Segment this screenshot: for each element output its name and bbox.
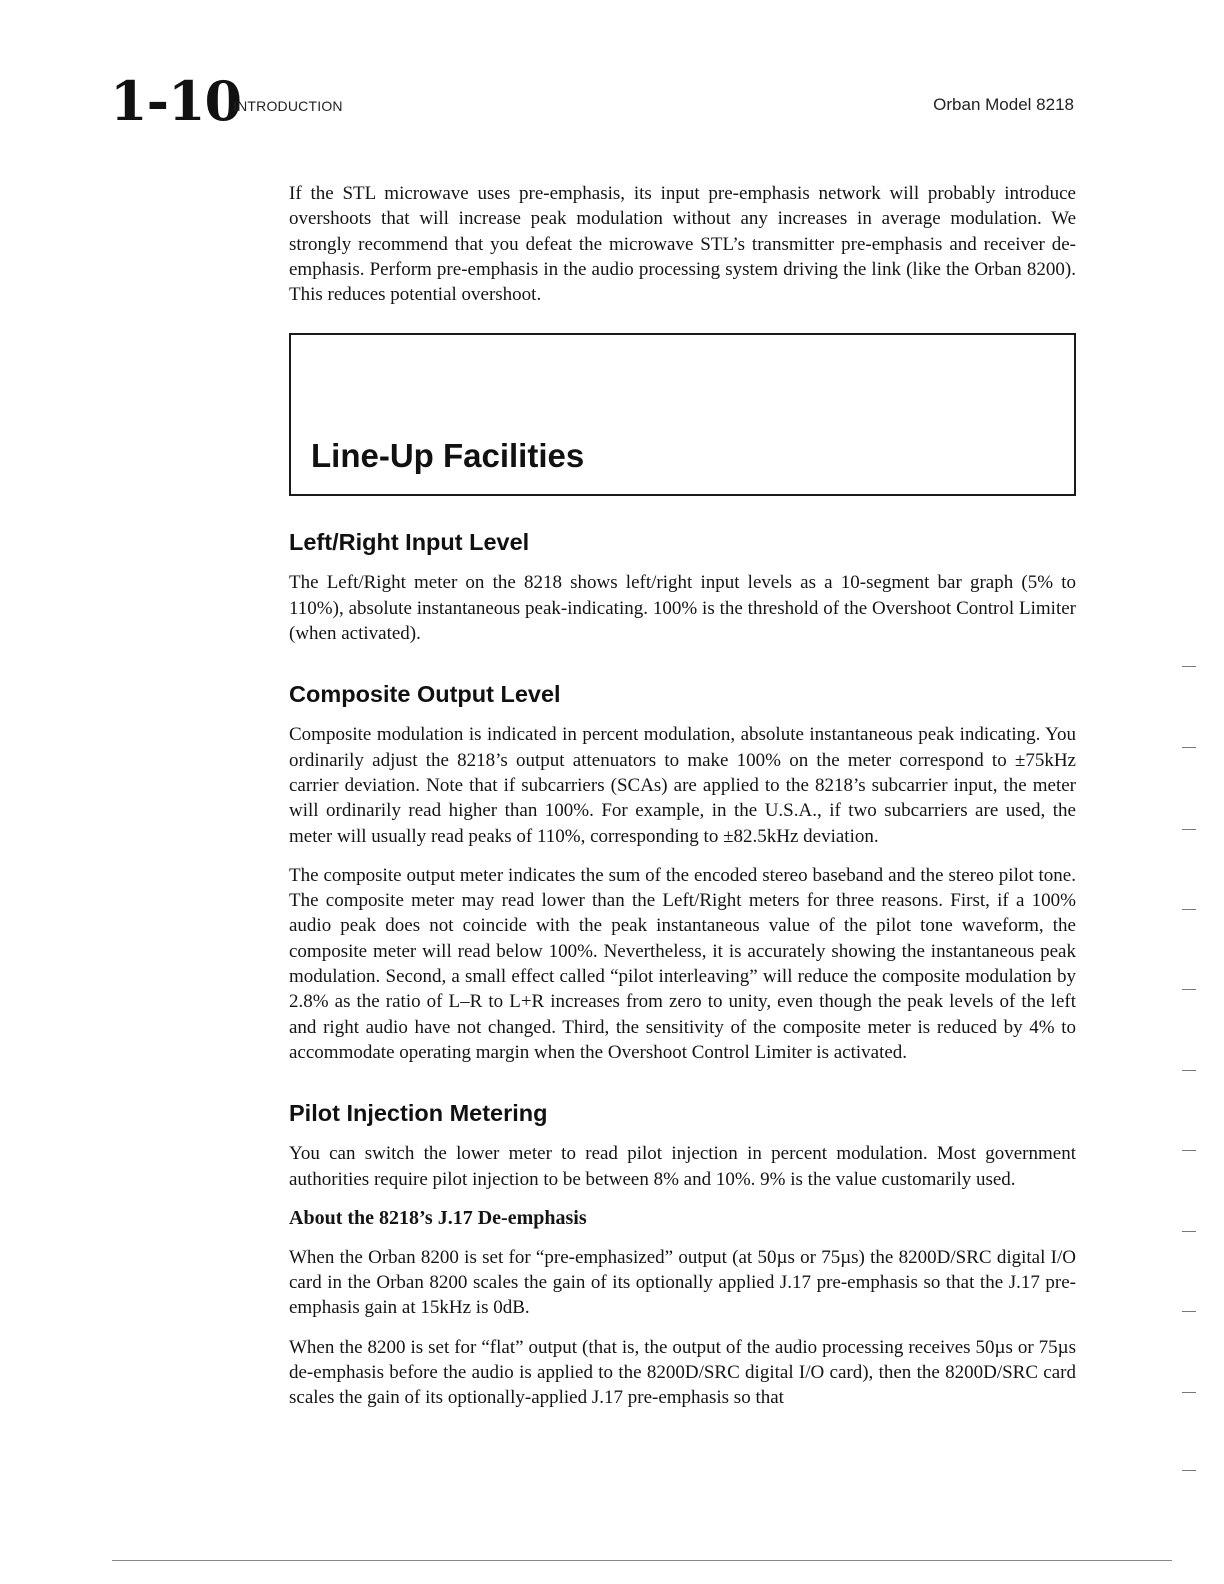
scan-mark — [1182, 666, 1196, 667]
scan-mark — [1182, 1150, 1196, 1151]
subsection-paragraph: When the Orban 8200 is set for “pre-emphasized” output (at 50µs or 75µs) the 8200D/SRC digital I/O card in the Orban 8200 scales the gain of its optionally applied J.17 pre-emphasis so that the J.17 pre-emphasis gain at 15kHz is 0dB. — [289, 1246, 1076, 1319]
bottom-rule — [112, 1560, 1172, 1561]
section-heading: Pilot Injection Metering — [289, 1100, 548, 1127]
intro-paragraph: If the STL microwave uses pre-emphasis, its input pre-emphasis network will probably introduce overshoots that will increase peak modulation without any increases in average modulation. We strongly recommend that you defeat the microwave STL’s transmitter pre-emphasis and receiver de-emphasis. Perform pre-emphasis in the audio processing system driving the link (like the Orban 8200). This reduces potential overshoot. — [289, 183, 1076, 306]
scan-mark — [1182, 1311, 1196, 1312]
section-heading: Composite Output Level — [289, 681, 561, 708]
scan-mark — [1182, 989, 1196, 990]
scan-mark — [1182, 1392, 1196, 1393]
section-paragraph: The Left/Right meter on the 8218 shows left/right input levels as a 10-segment bar graph (5% to 110%), absolute instantaneous peak-indicating. 100% is the threshold of the Overshoot Control Limiter (when activated). — [289, 572, 1076, 645]
subsection-heading: About the 8218’s J.17 De-emphasis — [289, 1206, 587, 1229]
section-heading: Left/Right Input Level — [289, 529, 530, 556]
manual-title: Orban Model 8218 — [933, 95, 1074, 114]
scan-mark — [1182, 1070, 1196, 1071]
page-number: 1-10 — [110, 69, 242, 133]
major-heading-box — [289, 333, 1076, 496]
major-heading: Line-Up Facilities — [311, 437, 585, 475]
section-paragraph: You can switch the lower meter to read pilot injection in percent modulation. Most government authorities require pilot injection to be between 8% and 10%. 9% is the value customarily used. — [289, 1143, 1076, 1190]
scan-mark — [1182, 1470, 1196, 1471]
subsection-paragraph: When the 8200 is set for “flat” output (that is, the output of the audio processing receives 50µs or 75µs de-emphasis before the audio is applied to the 8200D/SRC digital I/O card), then the 8200D/SRC card scales the gain of its optionally-applied J.17 pre-emphasis so that — [289, 1336, 1076, 1409]
page-content — [289, 181, 1076, 1425]
section-label: INTRODUCTION — [233, 98, 343, 114]
scan-mark — [1182, 1231, 1196, 1232]
section-paragraph: The composite output meter indicates the sum of the encoded stereo baseband and the stereo pilot tone. The composite meter may read lower than the Left/Right meters for three reasons. First, if a 100% audio peak does not coincide with the peak instantaneous value of the pilot tone waveform, the composite meter will read below 100%. Nevertheless, it is accurately showing the instantaneous peak modulation. Second, a small effect called “pilot interleaving” will reduce the composite modulation by 2.8% as the ratio of L–R to L+R increases from zero to unity, even though the peak levels of the left and right audio have not changed. Third, the sensitivity of the composite meter is reduced by 4% to accommodate operating margin when the Overshoot Control Limiter is activated. — [289, 864, 1076, 1063]
scan-mark — [1182, 829, 1196, 830]
scan-mark — [1182, 909, 1196, 910]
scan-mark — [1182, 747, 1196, 748]
section-paragraph: Composite modulation is indicated in percent modulation, absolute instantaneous peak indicating. You ordinarily adjust the 8218’s output attenuators to make 100% on the meter correspond to ±75kHz carrier deviation. Note that if subcarriers (SCAs) are applied to the 8218’s subcarrier input, the meter will ordinarily read higher than 100%. For example, in the U.S.A., if two subcarriers are used, the meter will usually read peaks of 110%, corresponding to ±82.5kHz deviation. — [289, 724, 1076, 847]
